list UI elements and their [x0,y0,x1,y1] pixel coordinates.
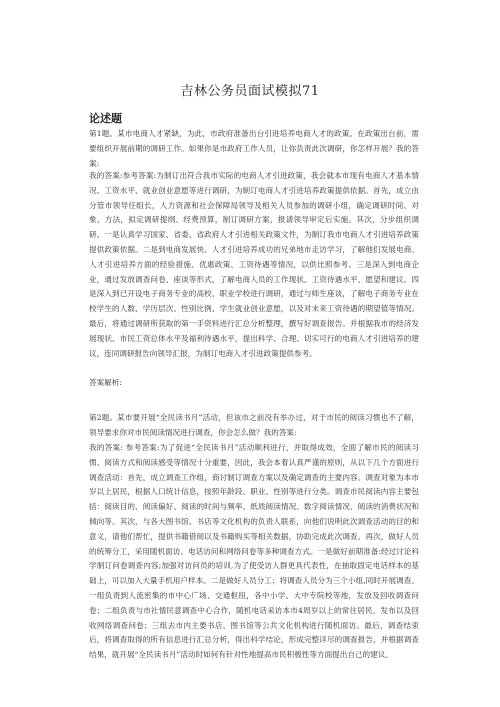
question-2-answer: 我的答案: 参考答案:为了促进“全民读书月”活动顺利进行，并取得成效，全面了解市民的阅读习惯、阅读方式和阅读感受等情况十分重要，因此，我会本着认真严谨的原则，从以下几个方面进行调查活动：首先，成立调查工作组，商讨制订调查方案以及确定调查的主要内容。调查对象为本市岁以上居民，根据人口统计信息，按照年龄段、职业、性别等进行分类。调查市民阅读内容主要包括：阅读目的、阅读偏好、阅读的时间与频率、纸质阅读情况、数字阅读情况、阅读的消费状况和倾向等。其次，与各大图书馆、书店等文化机构的负责人联系，向他们说明此次调查活动的目的和意义，请他们帮忙，提供书籍借阅以及书籍购买等相关数据，协助完成此次调查。再次，做好人员的统筹分工，采用随机面访、电话访问和网络问卷等多种调查方式。一是做好前期准备:经过讨论科学制订问卷调查内容;加强对访问员的培训,为了使受访人群更具代表性，在抽取固定电话样本的基础上，可以加入大量手机用户样本。二是做好人员分工；将调查人员分为三个小组,同时开展调查。一组负责到人流密集的市中心广场、交通枢纽，各中小学、大中专院校等地，发放及回收调查问卷；二组负责与市社情民意调查中心合作，随机电话采访本市4周岁以上的常住居民，发布以及回收网络调查问卷；三组去市内主要书店、图书馆等公共文化机构进行随机面访。最后，调查结束后，将调查取得的所有信息进行汇总分析，得出科学结论，形成完整详尽的调查报告，并根据调查结果，就开展“全民读书月”活动时如何有针对性地提高市民积极性等方面提出自己的建议。 [89,443,419,660]
document-title: 吉林公务员面试模拟71 [180,84,320,99]
question-1-answer: 我的答案:参考答案:为制订出符合我市实际的电商人才引进政策，我会就本市现有电商人才基本情况、工资水平、就业创业意愿等进行调研，为制订电商人才引进培养政策提供依据。首先，成立由分管市领导任组长，人力资源和社会保障局领导及相关人员参加的调研小组，确定调研时间、对象、方法，拟定调研提纲、经费预算，制订调研方案，报请领导审定后实施。其次，分步组织调研。一是认真学习国家、省委、省政府人才引进相关政策文件，为制订我市电商人才引进培养政策提供政策依据。二是到电商发展快、人才引进培养成功的兄弟地市走访学习，了解他们发展电商、人才引进培养方面的经验措施、优惠政策、工资待遇等情况，以供比照参考。三是深入到电商企业，通过发放调查问卷、座谈等形式，了解电商人员的工作现状、工资待遇水平、愿望和建议。四是深入到已开设电子商务专业的高校、职业学校进行调研，通过与师生座谈，了解电子商务专业在校学生的人数、学历层次、性别比例、学生就业创业意愿，以及对未来工资待遇的期望值等情况。最后，将通过调研所获取的第一手资料进行汇总分析整理，撰写好调查报告。并根据我市的经济发展现状、市民工资总体水平及福利待遇水平，提出科学、合理、切实可行的电商人才引进培养的建议，连同调研报告向领导汇报，为制订电商人才引进政策提供参考。 [89,171,419,358]
question-1-text: 第1题。某市电商人才紧缺，为此，市政府准备出台引进培养电商人才的政策。在政策出台前，需要组织开展前期的调研工作。如果你是市政府工作人员，让你负责此次调研，你怎样开展？我的答案: [89,129,419,168]
question-2-text: 第2题。某市要开展“全民读书月”活动，但该市之前没有举办过，对于市民的阅读习惯也不了解，领导要求你对市民阅读情况进行调查，你会怎么做？我的答案: [89,413,419,437]
section-heading: 论述题 [89,112,122,125]
question-1-answer-label: 答案解析: [89,378,122,387]
